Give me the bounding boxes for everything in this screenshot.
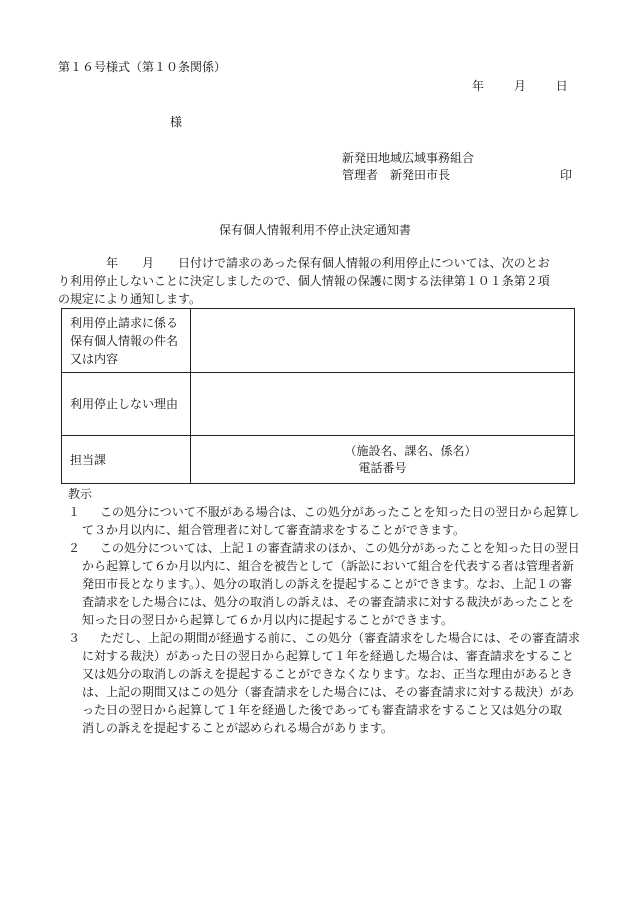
addressee-suffix: 様 [170,115,183,129]
table-row [62,373,575,436]
reason-label: 利用停止しない理由 [62,373,191,436]
contact-phone: 電話番号 [358,460,407,475]
notice-item: ３ ただし、上記の期間が経過する前に、この処分（審査請求をした場合には、その審査請求 に対する裁決）があった日の翌日から起算して１年を経過した場合は、審査請求をすること 又は処分の取消しの訴えを提起することができなくなります。なお、正当な理由があるとき は、上記の期間又はこの処分（審査請求をした場合には、その審査請求に対する裁決）があ った日の翌日から起算して１年を経過した後であっても審査請求をすること又は処分の取 消しの訴えを提起することが認められる場合があります。 [68,631,581,735]
body-line: り利用停止しないことに決定しましたので、個人情報の保護に関する法律第１０１条第２項 [58,274,550,288]
notice-number: ２ [68,541,81,555]
notice-number: ３ [68,631,81,645]
body-line: の規定により通知します。 [58,292,202,306]
date-day: 日 [555,79,568,93]
document-title: 保有個人情報利用不停止決定通知書 [218,223,411,237]
subject-value [191,309,575,373]
subject-label: 利用停止請求に係る 保有個人情報の件名 又は内容 [62,309,191,373]
department-label: 担当課 [62,436,191,484]
notice-item: １ この処分について不服がある場合は、この処分があったことを知った日の翌日から起算し て３か月以内に、組合管理者に対して審査請求をすることができます。 [68,505,580,537]
form-number: 第１６号様式（第１０条関係） [58,60,227,74]
notice-heading: 教示 [68,487,93,501]
table-row [62,309,575,373]
table-row [62,436,575,484]
seal-mark: 印 [560,168,573,182]
issuer-title: 管理者 新発田市長 [342,168,451,182]
contact-facility: （施設名、課名、係名） [344,443,477,458]
department-value [191,436,575,484]
notice-list [68,503,588,737]
date-year: 年 [472,79,485,93]
info-table [61,308,575,484]
date-month: 月 [513,79,526,93]
body-text [58,254,578,308]
reason-value [191,373,575,436]
issuer-org: 新発田地域広域事務組合 [342,151,475,165]
date-line [472,78,568,94]
notice-item: ２ この処分については、上記１の審査請求のほか、この処分があったことを知った日の翌日 から起算して６か月以内に、組合を被告として（訴訟において組合を代表する者は管理者新 発田市長となります。）、処分の取消しの訴えを提起することができます。なお、上記１の審 査請求をした場合には、処分の取消しの訴えは、その審査請求に対する裁決があったことを 知った日の翌日から起算して６か月以内に提起することができます。 [68,541,580,627]
notice-number: １ [68,505,81,519]
body-line: 年 月 日付けで請求のあった保有個人情報の利用停止については、次のとお [106,256,550,270]
